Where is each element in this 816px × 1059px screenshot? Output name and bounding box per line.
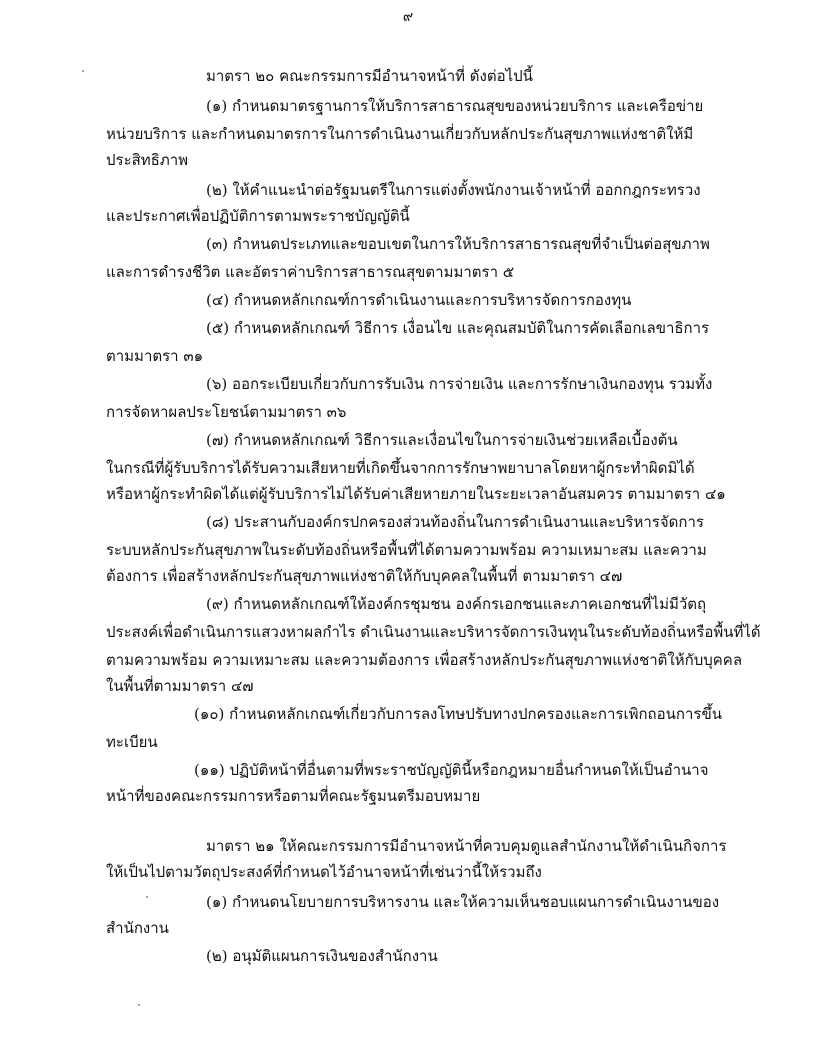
section-21-clause-1-line-1: (๑) กำหนดนโยบายการบริหารงาน และให้ความเห็นชอบแผนการดำเนินงานของ xyxy=(206,893,720,911)
clause-2-line-2: และประกาศเพื่อปฏิบัติการตามพระราชบัญญัตินี้ xyxy=(106,207,410,225)
clause-3-line-2: และการดำรงชีวิต และอัตราค่าบริการสาธารณสุขตามมาตรา ๕ xyxy=(106,263,515,281)
clause-5-line-2: ตามมาตรา ๓๑ xyxy=(106,347,204,365)
clause-2-line-1: (๒) ให้คำแนะนำต่อรัฐมนตรีในการแต่งตั้งพนักงานเจ้าหน้าที่ ออกกฎกระทรวง xyxy=(206,181,701,199)
scan-speck xyxy=(146,896,148,898)
section-20-heading: มาตรา ๒๐ คณะกรรมการมีอำนาจหน้าที่ ดังต่อไปนี้ xyxy=(206,67,533,85)
clause-10-line-1: (๑๐) กำหนดหลักเกณฑ์เกี่ยวกับการลงโทษปรับทางปกครองและการเพิกถอนการขึ้น xyxy=(194,705,722,723)
scan-speck xyxy=(138,1004,140,1006)
clause-8-line-2: ระบบหลักประกันสุขภาพในระดับท้องถิ่นหรือพื้นที่ได้ตามความพร้อม ความเหมาะสม และความ xyxy=(106,541,707,559)
clause-8-line-3: ต้องการ เพื่อสร้างหลักประกันสุขภาพแห่งชาติให้กับบุคคลในพื้นที่ ตามมาตรา ๔๗ xyxy=(106,567,623,585)
clause-1-line-2: หน่วยบริการ และกำหนดมาตรการในการดำเนินงานเกี่ยวกับหลักประกันสุขภาพแห่งชาติให้มี xyxy=(106,125,694,143)
clause-7-line-3: หรือหาผู้กระทำผิดได้แต่ผู้รับบริการไม่ได้รับค่าเสียหายภายในระยะเวลาอันสมควร ตามมาตรา ๔๑ xyxy=(106,485,726,503)
clause-3-line-1: (๓) กำหนดประเภทและขอบเขตในการให้บริการสาธารณสุขที่จำเป็นต่อสุขภาพ xyxy=(206,235,710,253)
section-21-line-2: ให้เป็นไปตามวัตถุประสงค์ที่กำหนดไว้อำนาจหน้าที่เช่นว่านี้ให้รวมถึง xyxy=(106,863,542,881)
clause-5-line-1: (๕) กำหนดหลักเกณฑ์ วิธีการ เงื่อนไข และคุณสมบัติในการคัดเลือกเลขาธิการ xyxy=(206,319,710,337)
clause-9-line-4: ในพื้นที่ตามมาตรา ๔๗ xyxy=(106,677,254,695)
clause-7-line-1: (๗) กำหนดหลักเกณฑ์ วิธีการและเงื่อนไขในการจ่ายเงินช่วยเหลือเบื้องต้น xyxy=(206,431,678,449)
clause-9-line-3: ตามความพร้อม ความเหมาะสม และความต้องการ เพื่อสร้างหลักประกันสุขภาพแห่งชาติให้กับบุคคล xyxy=(106,651,743,669)
clause-6-line-2: การจัดหาผลประโยชน์ตามมาตรา ๓๖ xyxy=(106,403,347,421)
clause-9-line-1: (๙) กำหนดหลักเกณฑ์ให้องค์กรชุมชน องค์กรเอกชนและภาคเอกชนที่ไม่มีวัตถุ xyxy=(206,595,707,613)
scan-speck xyxy=(82,70,84,72)
clause-8-line-1: (๘) ประสานกับองค์กรปกครองส่วนท้องถิ่นในการดำเนินงานและบริหารจัดการ xyxy=(206,513,704,531)
section-21-clause-2-line-1: (๒) อนุมัติแผนการเงินของสำนักงาน xyxy=(206,947,438,965)
clause-9-line-2: ประสงค์เพื่อดำเนินการแสวงหาผลกำไร ดำเนินงานและบริหารจัดการเงินทุนในระดับท้องถิ่นหรือพื้นที่ได้ xyxy=(106,623,761,641)
page-number: ๙ xyxy=(402,9,414,25)
clause-11-line-1: (๑๑) ปฏิบัติหน้าที่อื่นตามที่พระราชบัญญัตินี้หรือกฎหมายอื่นกำหนดให้เป็นอำนาจ xyxy=(194,761,709,779)
clause-4-line-1: (๔) กำหนดหลักเกณฑ์การดำเนินงานและการบริหารจัดการกองทุน xyxy=(206,291,632,309)
section-21-clause-1-line-2: สำนักงาน xyxy=(106,919,169,937)
clause-7-line-2: ในกรณีที่ผู้รับบริการได้รับความเสียหายที่เกิดขึ้นจากการรักษาพยาบาลโดยหาผู้กระทำผิดมิได้ xyxy=(106,459,695,477)
clause-6-line-1: (๖) ออกระเบียบเกี่ยวกับการรับเงิน การจ่ายเงิน และการรักษาเงินกองทุน รวมทั้ง xyxy=(206,375,713,393)
clause-10-line-2: ทะเบียน xyxy=(106,733,158,751)
clause-1-line-3: ประสิทธิภาพ xyxy=(106,151,189,169)
clause-1-line-1: (๑) กำหนดมาตรฐานการให้บริการสาธารณสุขของหน่วยบริการ และเครือข่าย xyxy=(206,97,704,115)
clause-11-line-2: หน้าที่ของคณะกรรมการหรือตามที่คณะรัฐมนตรีมอบหมาย xyxy=(106,787,481,805)
section-21-heading: มาตรา ๒๑ ให้คณะกรรมการมีอำนาจหน้าที่ควบคุมดูแลสำนักงานให้ดำเนินกิจการ xyxy=(206,837,727,855)
